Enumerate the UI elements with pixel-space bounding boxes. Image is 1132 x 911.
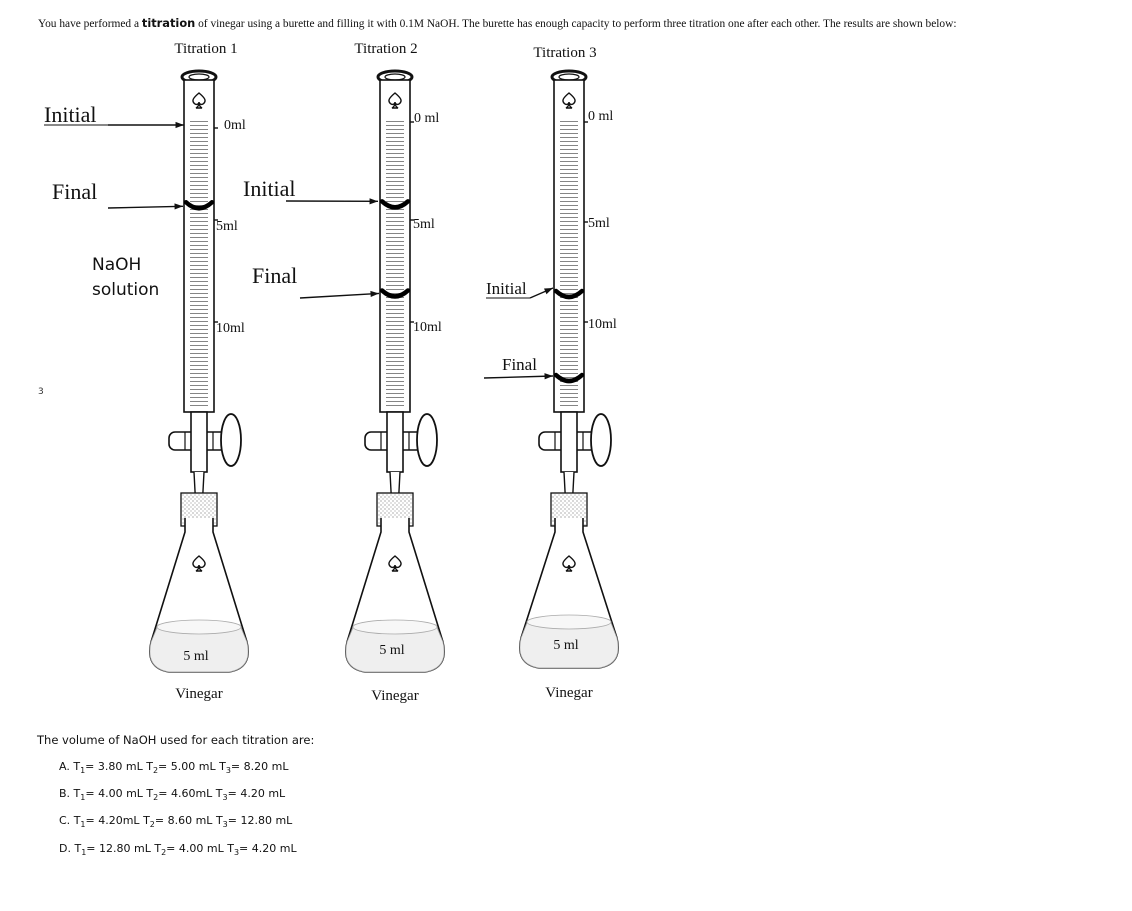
option-t3: = 8.20 mL [230, 760, 289, 773]
flask-volume-label: 5 ml [379, 643, 405, 658]
intro-before: You have performed a [38, 18, 142, 30]
option-t1: = 3.80 mL [85, 760, 147, 773]
stopcock-handle [591, 414, 611, 466]
arrow-initial-t2-head [370, 198, 378, 204]
arrow-final-t3-head [544, 373, 553, 379]
option-letter: D. [59, 842, 75, 855]
initial-label-t3: Initial [486, 279, 527, 298]
titration-title: Titration 1 [174, 41, 238, 57]
option-T: T [73, 760, 81, 773]
intro-after: of vinegar using a burette and filling it with 0.1M NaOH. The burette has enough capacity to perform three titration one after each other. The results are shown below: [195, 18, 957, 30]
burette-rim-inner [189, 74, 209, 80]
liquid-surface [157, 620, 241, 634]
option-sub: 3 [233, 848, 240, 858]
arrow-final-t1 [108, 206, 183, 208]
option-t1: = 4.20mL [85, 814, 144, 827]
option-T: T [74, 842, 82, 855]
stray-mark: 3 [38, 387, 44, 397]
option-t1: = 4.00 mL [85, 787, 147, 800]
arrow-final-t2 [300, 293, 379, 298]
arrow-initial-t1-head [176, 122, 184, 128]
option-sub: 3 [222, 793, 228, 803]
option-letter: B. [59, 787, 74, 800]
stopcock-handle [417, 414, 437, 466]
option-t2: = 5.00 mL [158, 760, 220, 773]
option-t2: = 4.00 mL [166, 842, 228, 855]
option-sub: 2 [161, 848, 167, 858]
final-label-t3: Final [502, 355, 537, 374]
option-sub: 1 [80, 766, 86, 776]
flask-label: Vinegar [175, 686, 223, 702]
stopcock-stem [561, 412, 577, 472]
question-prompt: The volume of NaOH used for each titration are: [37, 733, 315, 747]
intro-keyword: titration [141, 16, 196, 30]
stopcock-stem [191, 412, 207, 472]
option-sub: 1 [80, 793, 86, 803]
option-T: T [219, 760, 226, 773]
arrow-final-t1-head [174, 203, 183, 209]
option-T: T [215, 787, 223, 800]
final-label-t1: Final [52, 179, 98, 204]
naoh-label-line1: NaOH [92, 255, 142, 275]
titration-title: Titration 3 [533, 45, 597, 61]
volume-mark-label: 0 ml [588, 109, 614, 124]
option-sub: 1 [81, 848, 87, 858]
burette-graduations [190, 118, 208, 408]
volume-mark-label: 10ml [588, 317, 617, 332]
option-sub: 1 [80, 820, 86, 830]
stopcock-stem [387, 412, 403, 472]
liquid-surface [353, 620, 437, 634]
arrow-final-t2-head [370, 291, 379, 297]
option-t1: = 12.80 mL [86, 842, 155, 855]
option-T: T [215, 814, 223, 827]
option-sub: 2 [153, 793, 159, 803]
option-T: T [143, 814, 150, 827]
option-sub: 2 [152, 766, 159, 776]
answer-option [59, 842, 297, 857]
arrow-final-t3 [484, 376, 553, 378]
option-T: T [146, 787, 154, 800]
apparatus-titration-2 [346, 41, 444, 704]
flask-label: Vinegar [371, 688, 419, 704]
arrow-initial-t3-head [544, 288, 553, 294]
volume-mark-label: 5ml [588, 216, 610, 231]
option-sub: 2 [149, 820, 155, 830]
volume-mark-label: 0ml [224, 118, 246, 133]
answer-option [59, 787, 285, 802]
option-sub: 3 [225, 766, 231, 776]
option-T: T [227, 842, 234, 855]
final-label-t2: Final [252, 263, 298, 288]
burette-rim-inner [385, 74, 405, 80]
flask-label: Vinegar [545, 685, 593, 701]
reading-arrows [108, 122, 553, 379]
volume-mark-label: 10ml [413, 320, 442, 335]
volume-mark-label: 0 ml [414, 111, 440, 126]
option-T: T [73, 787, 81, 800]
option-t2: = 4.60mL [158, 787, 216, 800]
option-t2: = 8.60 mL [154, 814, 216, 827]
burette-graduations [560, 118, 578, 408]
option-t3: = 12.80 mL [227, 814, 293, 827]
option-sub: 3 [222, 820, 228, 830]
naoh-label-line2: solution [92, 280, 160, 300]
answer-option [59, 760, 288, 775]
burette-rim-inner [559, 74, 579, 80]
initial-label-t1: Initial [44, 102, 97, 127]
initial-label-t2: Initial [243, 176, 296, 201]
volume-mark-label: 10ml [216, 321, 245, 336]
option-letter: C. [59, 814, 74, 827]
option-T: T [154, 842, 162, 855]
option-letter: A. [59, 760, 74, 773]
option-t3: = 4.20 mL [227, 787, 286, 800]
option-T: T [146, 760, 153, 773]
option-t3: = 4.20 mL [239, 842, 297, 855]
liquid-surface [527, 615, 611, 629]
volume-mark-label: 5ml [413, 217, 435, 232]
flask-volume-label: 5 ml [553, 638, 579, 653]
titration-title: Titration 2 [354, 41, 418, 57]
burette-graduations [386, 118, 404, 408]
option-T: T [73, 814, 81, 827]
flask-volume-label: 5 ml [183, 649, 209, 664]
apparatus-titration-1 [150, 41, 248, 702]
answer-option [59, 814, 292, 829]
stopcock-handle [221, 414, 241, 466]
volume-mark-label: 5ml [216, 219, 238, 234]
